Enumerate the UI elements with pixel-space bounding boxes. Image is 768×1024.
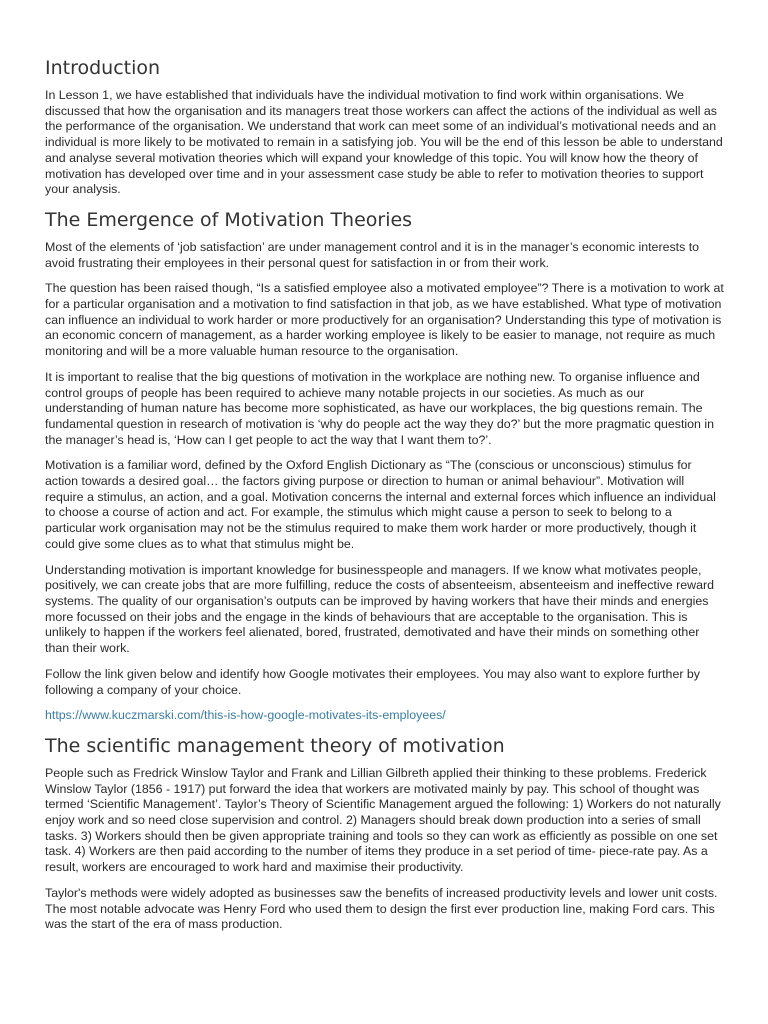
paragraph: It is important to realise that the big questions of motivation in the workplace are nothing new. To organise influence and control groups of people has been required to achieve many notable projects in our societies. As much as our understanding of human nature has become more sophisticated, as have our workplaces, the big questions remain. The fundamental question in research of motivation is ‘why do people act the way they do?’ but the more pragmatic question in the manager’s head is, ‘How can I get people to act the way that I want them to?’.: [45, 369, 715, 447]
paragraph: People such as Fredrick Winslow Taylor and Frank and Lillian Gilbreth applied their thinking to these problems. Frederick Winslow Taylor (1856 - 1917) put forward the idea that workers are motivated mainly by pay. This school of thought was termed ‘Scientific Management’. Taylor’s Theory of Scientific Management argued the following: 1) Workers do not naturally enjoy work and so need close supervision and control. 2) Managers should break down production into a series of small tasks. 3) Workers should then be given appropriate training and tools so they can work as efficiently as possible on one set task. 4) Workers are then paid according to the number of items they produce in a set period of time- piece-rate pay. As a result, workers are encouraged to work hard and maximise their productivity.: [45, 765, 721, 875]
paragraph: The question has been raised though, “Is a satisfied employee also a motivated employee”? There is a motivation to work at for a particular organisation and a motivation to find satisfaction in that job, as we have established. What type of motivation can influence an individual to work harder or more productively for an organisation? Understanding this type of motivation is an economic concern of management, as a harder working employee is likely to be easier to manage, not require as much monitoring and will be a more valuable human resource to the organisation.: [45, 281, 724, 359]
paragraph: In Lesson 1, we have established that individuals have the individual motivation to find work within organisations. We discussed that how the organisation and its managers treat those workers can affect the actions of the individual as well as the performance of the organisation. We understand that work can meet some of an individual’s motivational needs and an individual is more likely to be motivated to remain in a satisfying job. You will be the end of this lesson be able to understand and analyse several motivation theories which will expand your knowledge of this topic. You will know how the theory of motivation has developed over time and in your assessment case study be able to refer to motivation theories to support your analysis.: [45, 88, 723, 197]
section-heading-scientific-management: The scientific management theory of motivation: [45, 734, 505, 757]
paragraph: Most of the elements of ‘job satisfaction’ are under management control and it is in the manager’s economic interests to avoid frustrating their employees in their personal quest for satisfaction in or from their work.: [45, 239, 700, 270]
paragraph: Follow the link given below and identify how Google motivates their employees. You may also want to explore further by following a company of your choice.: [45, 666, 700, 697]
document-page: [45, 56, 725, 943]
paragraph: Understanding motivation is important knowledge for businesspeople and managers. If we know what motivates people, positively, we can create jobs that are more fulfilling, reduce the costs of absenteeism, absenteeism and ineffective reward systems. The quality of our organisation’s outputs can be improved by having workers that have their minds and energies more focussed on their jobs and the engage in the kinds of behaviours that are acceptable to the organisation. This is unlikely to happen if the workers feel alienated, bored, frustrated, demotivated and have their minds on something other than their work.: [45, 562, 714, 656]
section-heading-introduction: Introduction: [45, 57, 161, 79]
google-motivation-link[interactable]: https://www.kuczmarski.com/this-is-how-google-motivates-its-employees/: [45, 708, 446, 723]
paragraph: Taylor's methods were widely adopted as businesses saw the benefits of increased productivity levels and lower unit costs. The most notable advocate was Henry Ford who used them to design the first ever production line, making Ford cars. This was the start of the era of mass production.: [45, 885, 718, 932]
paragraph: Motivation is a familiar word, defined by the Oxford English Dictionary as “The (conscious or unconscious) stimulus for action towards a desired goal… the factors giving purpose or direction to human or animal behaviour”. Motivation will require a stimulus, an action, and a goal. Motivation concerns the internal and external forces which influence an individual to choose a course of action and act. For example, the stimulus which might cause a person to seek to belong to a particular work organisation may not be the stimulus required to make them work harder or more productively, though it could give some clues as to what that stimulus might be.: [45, 458, 716, 551]
section-heading-emergence: The Emergence of Motivation Theories: [45, 208, 413, 231]
